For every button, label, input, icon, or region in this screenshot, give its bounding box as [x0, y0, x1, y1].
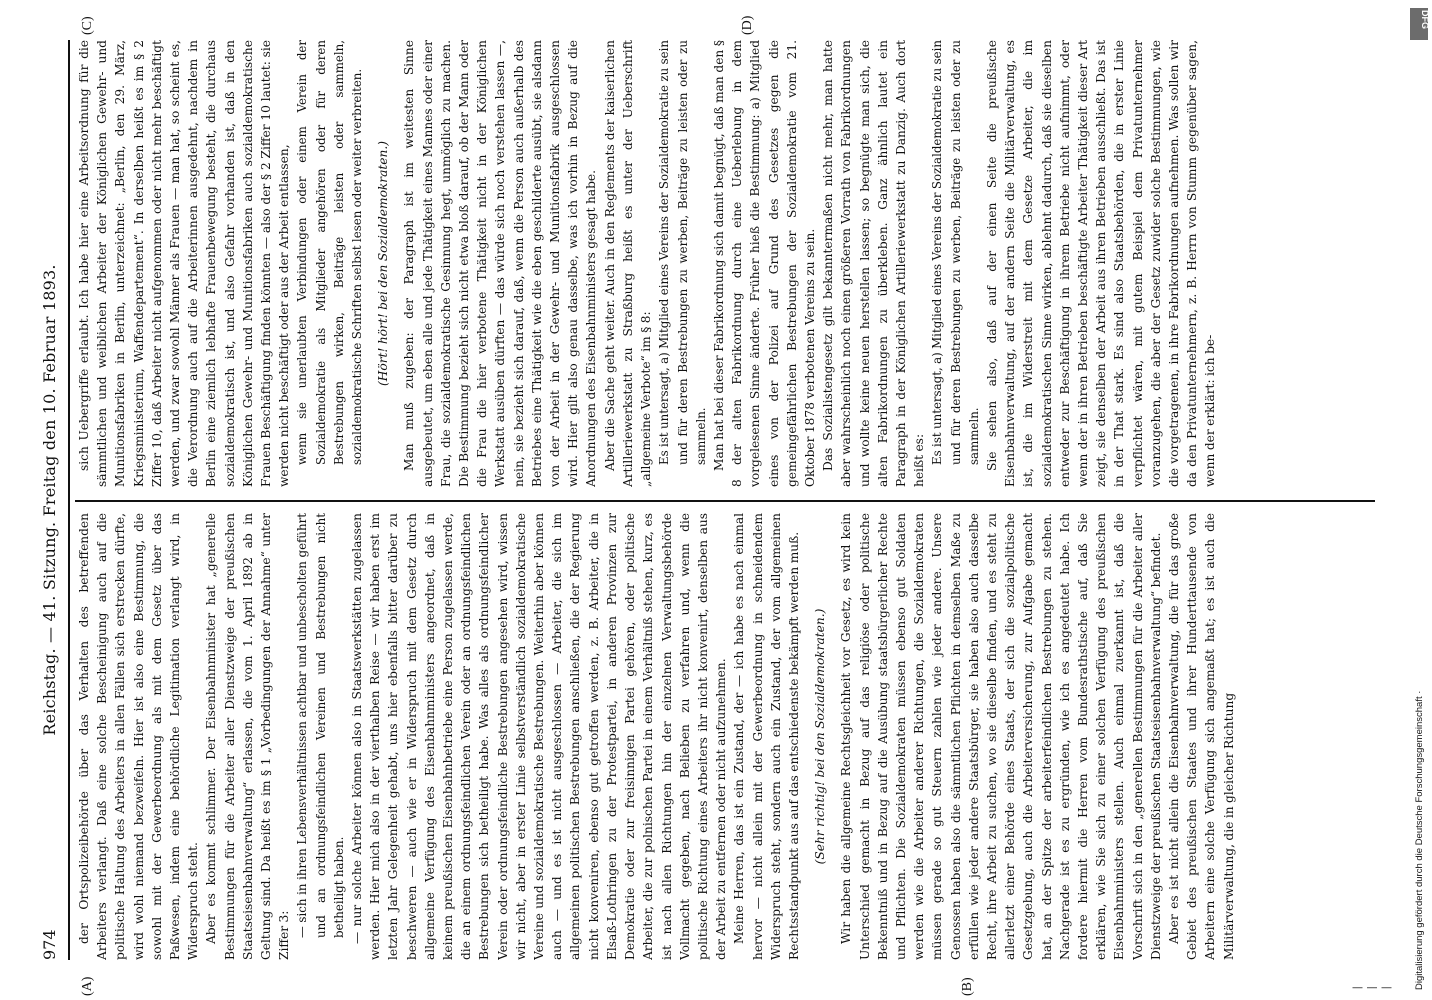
paragraph: Aber es kommt schlimmer. Der Eisenbahnminister hat „generelle Bestimmungen für die Arbeiter aller Dienstzweige der preußischen Staatseisenbahnverwaltung“ erlassen, die vom 1. April 1892 ab in Geltung sind. Da heißt es im § 1 „Vorbedingungen der Annahme“ unter Ziffer 3:: [204, 513, 292, 960]
interjection: (Hört! hört! bei den Sozialdemokraten.): [376, 141, 391, 386]
dfg-logo-text: DFG: [1420, 10, 1430, 29]
margin-marker-d: (D): [740, 15, 755, 35]
running-head: Reichstag. — 41. Sitzung. Freitag den 10. Februar 1893.: [40, 264, 59, 736]
paragraph: Man muß zugeben: der Paragraph ist im weitesten Sinne ausgebeutet, um eben alle und jede Thätigkeit eines Mannes oder einer Frau, die sozialdemokratische Gesinnung hegt, unmöglich zu machen. Die Bestimmung bezieht sich nicht etwa bloß darauf, ob der Mann oder die Frau die hier verbotene Thätigkeit nicht in der Königlichen Werkstatt ausüben dürften — das würde sich noch verstehen lassen —, nein, sie bezieht sich darauf, daß, wenn die Person auch außerhalb des Betriebes eine Thätigkeit wie die eben geschilderte ausübt, sie alsdann von der Arbeit in der Gewehr- und Munitionsfabrik ausgeschlossen wird. Hier gilt also genau dasselbe, was ich vorhin in Bezug auf die Anordnungen des Eisenbahnministers gesagt habe.: [402, 40, 599, 487]
column-divider: [75, 500, 1375, 502]
paragraph: Wir haben die allgemeine Rechtsgleichheit vor Gesetz, es wird kein Unterschied gemacht in Bezug auf das religiöse oder politische Bekenntniß und in Bezug auf die Ausübung staatsbürgerlicher Rechte und Pflichten. Die Sozialdemokraten müssen ebenso gut Soldaten werden wie die Arbeiter anderer Richtungen, die Sozialdemokraten müssen gerade so gut Steuern zahlen wie jeder andere. Unsere Genossen haben also die sämmtlichen Pflichten in demselben Maße zu erfüllen wie jeder andere Staatsbürger, sie haben also auch dasselbe Recht, ihre Arbeit zu suchen, wo sie dieselbe finden, und es steht zu allerletzt einer Behörde eines Staats, der sich die sozialpolitische Gesetzgebung, auch die Arbeiterversicherung, zur Aufgabe gemacht hat, an der Spitze der arbeiterfeindlichen Bestrebungen zu stehen. Nachgerade ist es zu ergründen, wie ich es angedeutet habe. Ich fordere hiermit die Herren vom Bundesrathstische auf, daß Sie erklären, wie Sie sich zu einer solchen Verfügung des preußischen Eisenbahnministers stellen. Auch einmal zuerkannt ist, daß die Vorschrift sich in den „generellen Bestimmungen für die Arbeiter aller Dienstzweige der preußischen Staatseisenbahnverwaltung“ befindet.: [839, 513, 1163, 960]
paragraph: der Ortspolizeibehörde über das Verhalten des betreffenden Arbeiters verlangt. Daß eine solche Bescheinigung auch auf die politische Haltung des Arbeiters in allen Fällen sich erstrecken dürfte, wird wohl niemand bezweifeln. Hier ist also eine Bestimmung, die sowohl mit der Gewerbeordnung als mit dem Gesetz über das Paßwesen, indem eine behördliche Legitimation verlangt wird, in Widerspruch steht.: [77, 513, 201, 960]
page-number: 974: [40, 929, 59, 960]
quote: wenn sie unerlaubten Verbindungen oder einem Verein der Sozialdemokratie als Mitglieder angehören oder für deren Bestrebungen wirken, Beiträge leisten oder sammeln, sozialdemokratische Schriften selbst lesen oder weiter verbreiten.: [295, 40, 365, 465]
paragraph: Sie sehen also, daß auf der einen Seite die preußische Eisenbahnverwaltung, auf der andern Seite die Militärverwaltung, es ist, die im Widerstreit mit dem Gesetze Arbeiter, die im sozialdemokratischen Sinne wirken, ablehnt dadurch, daß sie dieselben entweder zur Beschäftigung in ihrem Betriebe nicht aufnimmt, oder wenn der in ihren Betrieben beschäftigte Arbeiter Thätigkeit dieser Art zeigt, sie denselben der Arbeit aus ihren Betrieben ausschließt. Das ist in der That stark. Es sind also Staatsbehörden, die in erster Linie verpflichtet wären, mit gutem Beispiel dem Privatunternehmer voranzugehen, die aber der Gesetz zuwider solche Bestimmungen, wie die vorgetragenen, in ihre Fabrikordnungen aufnehmen. Was sollen wir da den Privatunternehmern, z. B. Herrn von Stumm gegenüber sagen, wenn der erklärt: ich be-: [984, 40, 1218, 487]
digitization-credit: [1404, 0, 1432, 1000]
credit-text: Digitalisierung gefördert durch die Deutsche Forschungsgemeinschaft ·: [1414, 690, 1425, 990]
paragraph: — nur solche Arbeiter können also in Staatswerkstätten zugelassen werden. Hier mich also in der vierthalben Reise — wir haben erst im letzten Jahr Gelegenheit gehabt, uns hier ebenfalls bitter darüber zu beschweren — auch wie er in Widerspruch mit dem Gesetz durch allgemeine Verfügung des Eisenbahnministers angeordnet, daß in keinem preußischen Eisenbahnbetriebe eine Person zugelassen werde, die an einem ordnungsfeindlichen Verein oder an ordnungsfeindlichen Bestrebungen sich betheiligt habe. Was alles als ordnungsfeindlicher Verein oder ordnungsfeindliche Bestrebungen angesehen wird, wissen wir nicht, aber in erster Linie selbstverständlich sozialdemokratische Vereine und sozialdemokratische Bestrebungen. Weiterhin aber können auch — und es ist nicht ausgeschlossen — Arbeiter, die sich im allgemeinen politischen Bestrebungen anschließen, die der Regierung nicht konveniren, ebenso gut getroffen werden, z. B. Arbeiter, die in Elsaß-Lothringen zu der Protestpartei, in anderen Provinzen zur Demokratie oder zur freisinnigen Partei gehören, oder politische Arbeiter, die zur polnischen Partei in einem Verhältniß stehen, kurz, es ist nach allen Richtungen hin der einzelnen Verwaltungsbehörde Vollmacht gegeben, nach Belieben zu verfahren und, wenn die politische Richtung eines Arbeiters ihr nicht konvenirt, denselben aus der Arbeit zu entfernen oder nicht aufzunehmen.: [350, 513, 729, 960]
margin-marker-b: (B): [960, 977, 975, 996]
paragraph: Man hat bei dieser Fabrikordnung sich damit begnügt, daß man den § 8 der alten Fabrikordnung durch eine Ueberlebung in dem vorgelesenen Sinne änderte. Früher hieß die Bestimmung: a) Mitglied eines von der Polizei auf Grund des Gesetzes gegen die gemeingefährlichen Bestrebungen der Sozialdemokratie vom 21. Oktober 1878 verbotenen Vereins zu sein.: [711, 40, 817, 487]
paragraph: Meine Herren, das ist ein Zustand, der — ich habe es nach einmal hervor — nicht allein mit der Gewerbeordnung in schneidendem Widerspruch steht, sondern auch ein Zustand, der vom allgemeinen Rechtsstandpunkt aus auf das entschiedenste bekämpft werden muß.: [732, 513, 801, 960]
paragraph: Aber es ist nicht allein die Eisenbahnverwaltung, die für das große Gebiet des preußischen Staates und ihrer Hunderttausende von Arbeitern eine solche Verfügung sich angemaßt hat; es ist auch die Militärverwaltung, die in gleicher Richtung: [1166, 513, 1236, 960]
interjection: (Sehr richtig! bei den Sozialdemokraten.): [813, 608, 828, 865]
bottom-note: — — —: [1352, 981, 1392, 994]
quote: Es ist untersagt, a) Mitglied eines Vereins der Sozialdemokratie zu sein und für deren Bestrebungen zu werben, Beiträge zu leisten oder zu sammeln.: [657, 40, 708, 465]
margin-marker-a: (A): [80, 976, 95, 996]
paragraph: sich Uebergriffe erlaubt. Ich habe hier eine Arbeitsordnung für die sämmtlichen und weiblichen Arbeiter der Königlichen Gewehr- und Munitionsfabriken in Berlin, unterzeichnet: „Berlin, den 29. März, Kriegsministerium, Waffendepartement“. In derselben heißt es im § 2 Ziffer 10, daß Arbeiter nicht aufgenommen oder nicht mehr beschäftigt werden, und zwar sowohl Männer als Frauen — man hat, so scheint es, die Verordnung auch auf die Arbeiterinnen ausgedehnt, nachdem in Berlin eine ziemlich lebhafte Frauenbewegung besteht, die durchaus sozialdemokratisch ist, und also Gefahr vorhanden ist, daß in den Königlichen Gewehr- und Munitionsfabriken auch sozialdemokratische Frauen Beschäftigung finden könnten — also der § 2 Ziffer 10 lautet: sie werden nicht beschäftigt oder aus der Arbeit entlassen,: [77, 40, 292, 487]
quote: — sich in ihren Lebensverhältnissen achtbar und unbescholten geführt und an ordnungsfeindlichen Vereinen und Bestrebungen nicht betheiligt haben.: [295, 513, 346, 938]
paragraph: Das Sozialistengesetz gilt bekanntermaßen nicht mehr, man hatte aber wahrscheinlich noch einen größeren Vorrath von Fabrikordnungen und wollte keine neuen herstellen lassen; so begnügte man sich, die alten Fabrikordnungen zu überkleben. Ganz ähnlich lautet ein Paragraph in der Königlichen Artilleriewerkstatt zu Danzig. Auch dort heißt es:: [821, 40, 927, 487]
left-column: [75, 513, 1365, 960]
quote: Es ist untersagt, a) Mitglied eines Vereins der Sozialdemokratie zu sein und für deren Bestrebungen zu werben, Beiträge zu leisten oder zu sammeln.: [930, 40, 981, 465]
margin-marker-c: (C): [80, 16, 95, 35]
dfg-logo-icon: [1410, 8, 1428, 40]
page-header: [40, 40, 68, 960]
right-column: [75, 40, 1365, 487]
paragraph: Aber die Sache geht weiter. Auch in den Reglements der kaiserlichen Artilleriewerkstatt zu Straßburg heißt es unter der Ueberschrift „allgemeine Verbote“ im § 8:: [602, 40, 654, 487]
header-rule: [68, 40, 70, 960]
